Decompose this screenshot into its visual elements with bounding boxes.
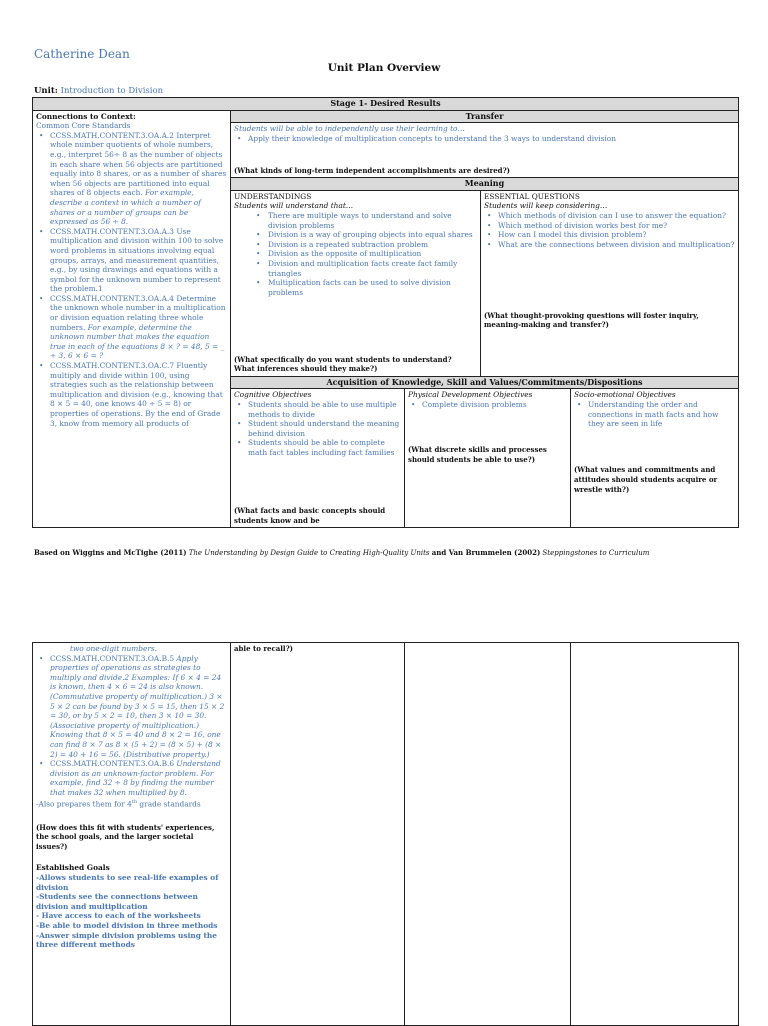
goal-item: -Answer simple division problems using the three different methods: [36, 930, 217, 950]
goal-item: - Have access to each of the worksheets: [36, 911, 201, 921]
connections-subheading: Common Core Standards: [36, 121, 131, 131]
prepares-text: -Also prepares them for 4th grade standards: [36, 798, 201, 808]
unit-plan-table-continued: [32, 642, 739, 1026]
understandings-list: [234, 211, 477, 297]
transfer-item: • Apply their knowledge of multiplication concepts to understand the 3 ways to understand division: [234, 134, 735, 144]
standard-item: • CCSS.MATH.CONTENT.3.OA.C.7 Fluently multiply and divide within 100, using strategies such as the relationship between multiplication and division (e.g., knowing that 8 × 5 = 40, one knows 40 ÷ 5 = 8) or properties of operations. By the end of Grade 3, know from memory all products of: [36, 361, 227, 428]
socio-list: [574, 400, 735, 429]
unit-line: [34, 86, 163, 96]
socio-cell: [571, 389, 739, 528]
acquisition-header: Acquisition of Knowledge, Skill and Values/Commitments/Dispositions: [231, 376, 739, 389]
socio-item: • Understanding the order and connections in math facts and how they are seen in life: [574, 400, 735, 429]
understanding-item: • Division and multiplication facts create fact family triangles: [234, 259, 477, 278]
connections-cell-continued: [33, 643, 231, 1026]
understandings-heading: UNDERSTANDINGS: [234, 191, 312, 201]
goal-item: -Students see the connections between division and multiplication: [36, 892, 198, 911]
unit-label: Unit:: [34, 86, 58, 96]
unit-plan-table: [32, 97, 739, 528]
cognitive-cell: [231, 389, 405, 528]
understanding-item: • There are multiple ways to understand and solve division problems: [234, 211, 477, 230]
standard-item: • CCSS.MATH.CONTENT.3.OA.A.4 Determine the unknown whole number in a multiplication or division equation relating three whole numbers. For example, determine the unknown number that makes the equation true in each of the equations 8 × ? = 48, 5 = _ ÷ 3, 6 × 6 = ?: [36, 294, 227, 361]
standard-item: • CCSS.MATH.CONTENT.3.OA.A.3 Use multiplication and division within 100 to solve word problems in situations involving equal groups, arrays, and measurement quantities, e.g., by using drawings and equations with a symbol for the unknown number to represent the problem.1: [36, 227, 227, 294]
eq-heading: ESSENTIAL QUESTIONS: [484, 191, 580, 201]
standard-item: • CCSS.MATH.CONTENT.3.OA.A.2 Interpret whole number quotients of whole numbers, e.g., interpret 56÷ 8 as the number of objects in each share when 56 objects are partitioned equally into 8 shares, or as a number of shares when 56 objects are partitioned into equal shares of 8 objects each. For example, describe a context in which a number of shares or a number of groups can be expressed as 56 ÷ 8.: [36, 131, 227, 227]
goal-item: -Allows students to see real-life examples of division: [36, 872, 219, 892]
eq-question: (What thought-provoking questions will foster inquiry, meaning-making and transfer?): [484, 310, 699, 330]
understandings-intro: Students will understand that…: [234, 201, 354, 211]
citation-footer: Based on Wiggins and McTighe (2011) The Understanding by Design Guide to Creating High-Quality Units and Van Brummelen (2002) Steppingstones to Curriculum: [34, 548, 650, 557]
socio-heading: Socio-emotional Objectives: [574, 390, 676, 400]
cognitive-heading: Cognitive Objectives: [234, 390, 312, 400]
physical-cell-continued: [405, 643, 571, 1026]
socio-question: (What values and commitments and attitudes should students acquire or wrestle with?): [574, 465, 718, 494]
cognitive-cell-continued: [231, 643, 405, 1026]
unit-value: Introduction to Division: [60, 86, 164, 96]
cognitive-question: (What facts and basic concepts should students know and be: [234, 506, 386, 525]
eq-item: • How can I model this division problem?: [484, 230, 735, 240]
standard-item: • CCSS.MATH.CONTENT.3.OA.B.5 Apply properties of operations as strategies to multiply and divide.2 Examples: If 6 × 4 = 24 is known, then 4 × 6 = 24 is also known. (Commutative property of multiplication.) 3 × 5 × 2 can be found by 3 × 5 = 15, then 15 × 2 = 30, or by 5 × 2 = 10, then 3 × 10 = 30. (Associative property of multiplication.) Knowing that 8 × 5 = 40 and 8 × 2 = 16, one can find 8 × 7 as 8 × (5 + 2) = (8 × 5) + (8 × 2) = 40 + 16 = 56. (Distributive property.): [36, 654, 227, 760]
stage-header: Stage 1- Desired Results: [33, 98, 739, 111]
goal-item: -Be able to model division in three methods: [36, 920, 218, 930]
understanding-item: • Division as the opposite of multiplication: [234, 249, 477, 259]
physical-heading: Physical Development Objectives: [408, 390, 533, 400]
physical-list: [408, 400, 567, 410]
connections-cell: [33, 110, 231, 528]
physical-cell: [405, 389, 571, 528]
meaning-header: Meaning: [231, 178, 739, 191]
transfer-cell: [231, 123, 739, 178]
standards-list-continued: [36, 654, 227, 798]
eq-item: • Which methods of division can I use to answer the equation?: [484, 211, 735, 221]
standard-item: • CCSS.MATH.CONTENT.3.OA.B.6 Understand division as an unknown-factor problem. For example, find 32 ÷ 8 by finding the number that makes 32 when multiplied by 8.: [36, 759, 227, 797]
cognitive-list: [234, 400, 401, 458]
page-two: [0, 632, 768, 1024]
socio-cell-continued: [571, 643, 739, 1026]
standards-list: [36, 131, 227, 428]
goals-heading: Established Goals: [36, 863, 110, 873]
cognitive-item: • Students should be able to use multiple methods to divide: [234, 400, 401, 419]
transfer-intro: Students will be able to independently use their learning to…: [234, 124, 465, 134]
eq-item: • Which method of division works best for me?: [484, 221, 735, 231]
essential-questions-cell: [481, 190, 739, 376]
understanding-item: • Multiplication facts can be used to solve division problems: [234, 278, 477, 297]
understandings-cell: [231, 190, 481, 376]
physical-item: • Complete division problems: [408, 400, 567, 410]
continued-text: two one-digit numbers.: [70, 644, 157, 653]
eq-item: • What are the connections between division and multiplication?: [484, 240, 735, 250]
page-title: Unit Plan Overview: [327, 62, 441, 74]
transfer-list: [234, 134, 735, 144]
eq-intro: Students will keep considering…: [484, 201, 608, 211]
transfer-question: (What kinds of long-term independent accomplishments are desired?): [234, 165, 510, 175]
physical-question: (What discrete skills and processes should students be able to use?): [408, 445, 547, 464]
connections-heading: Connections to Context:: [36, 111, 136, 121]
understandings-question: (What specifically do you want students to understand? What inferences should they make?): [234, 354, 452, 374]
author-name: Catherine Dean: [34, 47, 130, 61]
page-gap: [0, 600, 768, 632]
transfer-header: Transfer: [231, 110, 739, 123]
context-question: (How does this fit with students' experiences, the school goals, and the larger societal issues?): [36, 822, 215, 851]
cognitive-question-continued: able to recall?): [234, 644, 293, 653]
eq-list: [484, 211, 735, 249]
understanding-item: • Division is a repeated subtraction problem: [234, 240, 477, 250]
understanding-item: • Division is a way of grouping objects into equal shares: [234, 230, 477, 240]
cognitive-item: • Student should understand the meaning behind division: [234, 419, 401, 438]
cognitive-item: • Students should be able to complete math fact tables including fact families: [234, 438, 401, 457]
